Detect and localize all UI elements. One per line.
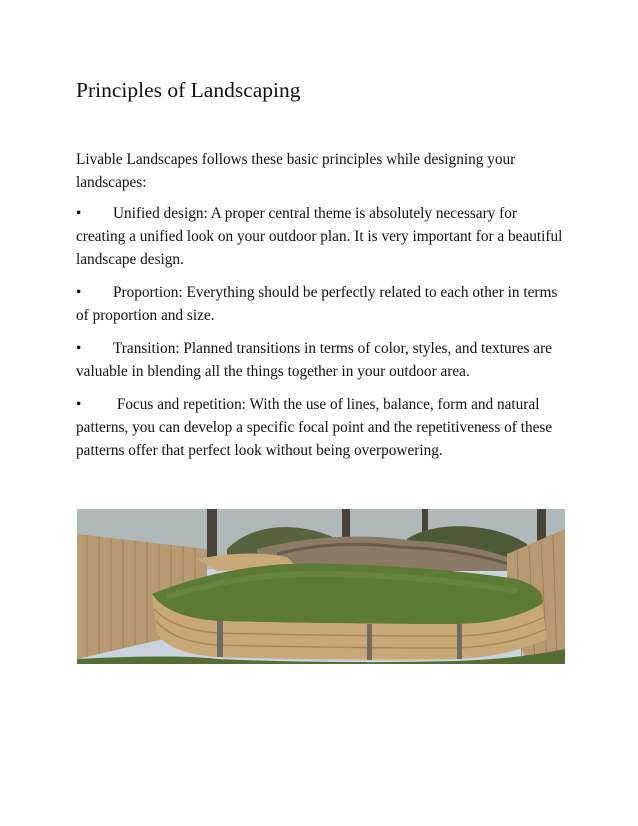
list-item <box>76 393 566 462</box>
principles-list <box>76 202 566 472</box>
bullet-mark: • <box>76 340 82 357</box>
list-item <box>76 281 566 327</box>
tree-trunk <box>207 509 217 564</box>
bullet-text: Transition: Planned transitions in terms of color, styles, and textures are valuable in blending all the things together in your outdoor area. <box>76 340 552 380</box>
bullet-text: Unified design: A proper central theme is absolutely necessary for creating a unified look on your outdoor plan. It is very important for a beautiful landscape design. <box>76 205 563 268</box>
landscape-photo-illustration <box>77 509 565 664</box>
bullet-mark: • <box>76 396 82 413</box>
landscape-photo <box>77 509 565 664</box>
steel-post <box>457 624 462 659</box>
page-title: Principles of Landscaping <box>76 78 301 102</box>
list-item <box>76 202 566 271</box>
bullet-mark: • <box>76 205 82 222</box>
steel-post <box>367 624 372 660</box>
steel-post <box>217 621 223 657</box>
bullet-text: Proportion: Everything should be perfectly related to each other in terms of proportion and size. <box>76 284 558 324</box>
bullet-text: Focus and repetition: With the use of lines, balance, form and natural patterns, you can develop a specific focal point and the repetitiveness of these patterns offer that perfect look without being overpowering. <box>76 396 556 459</box>
list-item <box>76 337 566 383</box>
intro-paragraph: Livable Landscapes follows these basic principles while designing your landscapes: <box>76 151 516 191</box>
bullet-mark: • <box>76 284 82 301</box>
